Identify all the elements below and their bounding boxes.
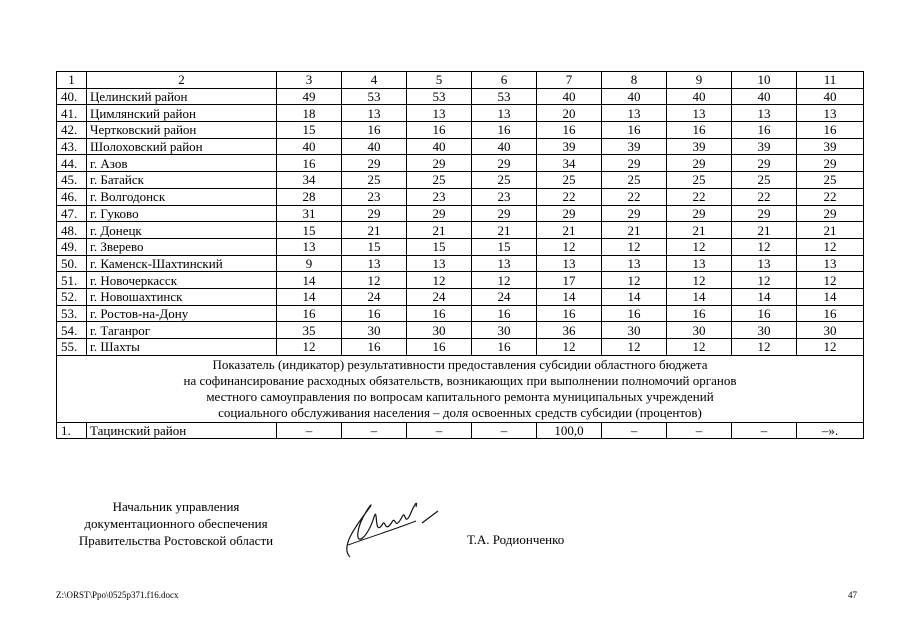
value-cell: 12 [407,272,472,289]
table-row [57,105,864,122]
table-row [57,172,864,189]
row-number-cell: 41. [57,105,87,122]
value-cell: 12 [797,238,864,255]
row-number-cell: 52. [57,288,87,305]
value-cell: 21 [342,222,407,239]
indicator-description-line: местного самоуправления по вопросам капитального ремонта муниципальных учреждений [206,388,714,404]
column-number-cell: 5 [407,72,472,89]
file-path: Z:\ORST\Ppo\0525p371.f16.docx [56,590,179,600]
row-number-cell: 53. [57,305,87,322]
value-cell: 9 [277,255,342,272]
value-cell: 30 [797,322,864,339]
municipality-name-cell: г. Ростов-на-Дону [87,305,277,322]
municipality-name-cell: г. Зверево [87,238,277,255]
handwritten-signature [330,487,450,567]
value-cell: 28 [277,188,342,205]
row-number-cell: 46. [57,188,87,205]
value-cell: 22 [732,188,797,205]
value-cell: 16 [667,305,732,322]
value-cell: 13 [277,238,342,255]
value-cell: 49 [277,88,342,105]
municipality-name-cell: Чертковский район [87,122,277,139]
value-cell: 29 [732,155,797,172]
row-number-cell: 50. [57,255,87,272]
value-cell: 16 [407,339,472,356]
value-cell: 29 [472,205,537,222]
municipality-name-cell: г. Каменск-Шахтинский [87,255,277,272]
value-cell: 12 [602,238,667,255]
value-cell: 29 [472,155,537,172]
value-cell: 100,0 [537,422,602,439]
value-cell: 13 [472,255,537,272]
value-cell: 31 [277,205,342,222]
value-cell: 14 [797,288,864,305]
value-cell: 25 [797,172,864,189]
row-number-cell: 44. [57,155,87,172]
value-cell: 12 [732,238,797,255]
table-row [57,422,864,439]
column-number-cell: 3 [277,72,342,89]
value-cell: 25 [342,172,407,189]
value-cell: 25 [407,172,472,189]
municipality-name-cell: Тацинский район [87,422,277,439]
value-cell: 15 [407,238,472,255]
value-cell: 14 [537,288,602,305]
indicator-table [56,71,864,439]
municipality-name-cell: Шолоховский район [87,138,277,155]
value-cell: – [602,422,667,439]
value-cell: 22 [602,188,667,205]
indicator-description-line: на софинансирование расходных обязательств, возникающих при выполнении полномочий органов [183,372,737,388]
table-row [57,205,864,222]
value-cell: 30 [732,322,797,339]
column-number-cell: 4 [342,72,407,89]
value-cell: 29 [407,155,472,172]
value-cell: – [472,422,537,439]
value-cell: 16 [277,305,342,322]
municipality-name-cell: г. Гуково [87,205,277,222]
municipality-name-cell: г. Батайск [87,172,277,189]
row-number-cell: 48. [57,222,87,239]
value-cell: 14 [277,272,342,289]
municipality-name-cell: г. Волгодонск [87,188,277,205]
value-cell: 40 [277,138,342,155]
page-number: 47 [848,590,857,600]
table-row [57,255,864,272]
row-number-cell: 51. [57,272,87,289]
value-cell: 12 [472,272,537,289]
table-row [57,272,864,289]
row-number-cell: 1. [57,422,87,439]
value-cell: 16 [472,339,537,356]
value-cell: 29 [342,205,407,222]
value-cell: 13 [537,255,602,272]
value-cell: 29 [407,205,472,222]
value-cell: 16 [407,122,472,139]
value-cell: 14 [667,288,732,305]
value-cell: 21 [797,222,864,239]
value-cell: – [407,422,472,439]
row-number-cell: 42. [57,122,87,139]
value-cell: 15 [342,238,407,255]
table-row [57,188,864,205]
position-line: документационного обеспечения [84,516,268,531]
value-cell: 40 [667,88,732,105]
indicator-description-cell [57,355,864,422]
value-cell: 35 [277,322,342,339]
value-cell: 30 [342,322,407,339]
value-cell: 12 [732,339,797,356]
value-cell: 25 [472,172,537,189]
value-cell: 30 [472,322,537,339]
value-cell: 30 [667,322,732,339]
value-cell: 40 [472,138,537,155]
value-cell: 16 [797,122,864,139]
value-cell: 12 [667,238,732,255]
value-cell: 20 [537,105,602,122]
value-cell: 29 [667,205,732,222]
value-cell: 29 [342,155,407,172]
value-cell: 22 [667,188,732,205]
value-cell: 40 [797,88,864,105]
row-number-cell: 54. [57,322,87,339]
value-cell: 29 [602,155,667,172]
table-row [57,238,864,255]
value-cell: 13 [407,105,472,122]
value-cell: 34 [537,155,602,172]
value-cell: 53 [472,88,537,105]
value-cell: 15 [277,222,342,239]
value-cell: 16 [472,305,537,322]
value-cell: 16 [537,305,602,322]
row-number-cell: 43. [57,138,87,155]
value-cell: – [277,422,342,439]
value-cell: 23 [407,188,472,205]
value-cell: 39 [537,138,602,155]
indicator-description-line: социального обслуживания населения – доля освоенных средств субсидии (процентов) [218,404,702,420]
value-cell: 14 [602,288,667,305]
value-cell: 16 [732,305,797,322]
value-cell: 13 [407,255,472,272]
value-cell: 12 [602,272,667,289]
row-number-cell: 49. [57,238,87,255]
value-cell: 36 [537,322,602,339]
value-cell: 13 [732,105,797,122]
value-cell: 21 [732,222,797,239]
value-cell: 29 [667,155,732,172]
table-row [57,122,864,139]
indicator-description-line: Показатель (индикатор) результативности предоставления субсидии областного бюджета [212,356,708,372]
table-row [57,305,864,322]
value-cell: 23 [342,188,407,205]
value-cell: 12 [667,339,732,356]
value-cell: 12 [732,272,797,289]
column-number-cell: 9 [667,72,732,89]
value-cell: 21 [602,222,667,239]
table-row [57,138,864,155]
value-cell: 12 [797,339,864,356]
value-cell: 16 [602,122,667,139]
value-cell: 13 [602,255,667,272]
table-row [57,88,864,105]
value-cell: 13 [342,255,407,272]
value-cell: 13 [667,255,732,272]
row-number-cell: 47. [57,205,87,222]
municipality-name-cell: г. Донецк [87,222,277,239]
value-cell: 53 [407,88,472,105]
value-cell: –». [797,422,864,439]
value-cell: 13 [602,105,667,122]
value-cell: 12 [797,272,864,289]
value-cell: 23 [472,188,537,205]
value-cell: – [732,422,797,439]
value-cell: 21 [472,222,537,239]
value-cell: 16 [342,339,407,356]
value-cell: 21 [537,222,602,239]
municipality-name-cell: г. Новошахтинск [87,288,277,305]
value-cell: 16 [797,305,864,322]
value-cell: 25 [537,172,602,189]
value-cell: 25 [732,172,797,189]
value-cell: 15 [472,238,537,255]
value-cell: 40 [732,88,797,105]
value-cell: 12 [277,339,342,356]
value-cell: 15 [277,122,342,139]
value-cell: 13 [342,105,407,122]
value-cell: 16 [537,122,602,139]
value-cell: 16 [732,122,797,139]
municipality-name-cell: г. Новочеркасск [87,272,277,289]
value-cell: 16 [667,122,732,139]
row-number-cell: 40. [57,88,87,105]
value-cell: 13 [732,255,797,272]
value-cell: 16 [342,305,407,322]
value-cell: 18 [277,105,342,122]
municipality-name-cell: Целинский район [87,88,277,105]
value-cell: 13 [797,255,864,272]
value-cell: 40 [537,88,602,105]
value-cell: 16 [472,122,537,139]
value-cell: 21 [407,222,472,239]
value-cell: – [342,422,407,439]
value-cell: 24 [342,288,407,305]
value-cell: 14 [732,288,797,305]
table-row [57,322,864,339]
column-number-cell: 8 [602,72,667,89]
value-cell: 13 [472,105,537,122]
column-number-cell: 6 [472,72,537,89]
value-cell: 17 [537,272,602,289]
value-cell: 25 [667,172,732,189]
value-cell: 30 [602,322,667,339]
value-cell: 25 [602,172,667,189]
municipality-name-cell: г. Азов [87,155,277,172]
value-cell: 29 [797,155,864,172]
value-cell: 40 [407,138,472,155]
row-number-cell: 45. [57,172,87,189]
column-number-cell: 1 [57,72,87,89]
value-cell: 12 [537,238,602,255]
table-header-row [57,72,864,89]
table-row [57,155,864,172]
value-cell: 29 [732,205,797,222]
column-number-cell: 2 [87,72,277,89]
value-cell: 12 [342,272,407,289]
value-cell: 29 [602,205,667,222]
column-number-cell: 11 [797,72,864,89]
value-cell: 39 [797,138,864,155]
column-number-cell: 7 [537,72,602,89]
position-line: Правительства Ростовской области [78,533,274,548]
value-cell: 24 [407,288,472,305]
value-cell: 12 [537,339,602,356]
value-cell: 12 [667,272,732,289]
value-cell: 30 [407,322,472,339]
municipality-name-cell: Цимлянский район [87,105,277,122]
table-row [57,288,864,305]
value-cell: – [667,422,732,439]
value-cell: 34 [277,172,342,189]
value-cell: 16 [277,155,342,172]
row-number-cell: 55. [57,339,87,356]
column-number-cell: 10 [732,72,797,89]
value-cell: 29 [537,205,602,222]
indicator-description-row [57,355,864,422]
value-cell: 16 [602,305,667,322]
value-cell: 39 [602,138,667,155]
table-row [57,222,864,239]
value-cell: 13 [797,105,864,122]
position-line: Начальник управления [112,499,240,514]
value-cell: 39 [667,138,732,155]
table-row [57,339,864,356]
value-cell: 29 [797,205,864,222]
value-cell: 16 [342,122,407,139]
value-cell: 12 [602,339,667,356]
signer-position [66,498,286,549]
value-cell: 14 [277,288,342,305]
value-cell: 22 [537,188,602,205]
value-cell: 24 [472,288,537,305]
municipality-name-cell: г. Шахты [87,339,277,356]
value-cell: 21 [667,222,732,239]
value-cell: 53 [342,88,407,105]
signer-name: Т.А. Родионченко [467,532,565,547]
value-cell: 40 [602,88,667,105]
value-cell: 40 [342,138,407,155]
value-cell: 16 [407,305,472,322]
municipality-name-cell: г. Таганрог [87,322,277,339]
value-cell: 22 [797,188,864,205]
value-cell: 13 [667,105,732,122]
value-cell: 39 [732,138,797,155]
